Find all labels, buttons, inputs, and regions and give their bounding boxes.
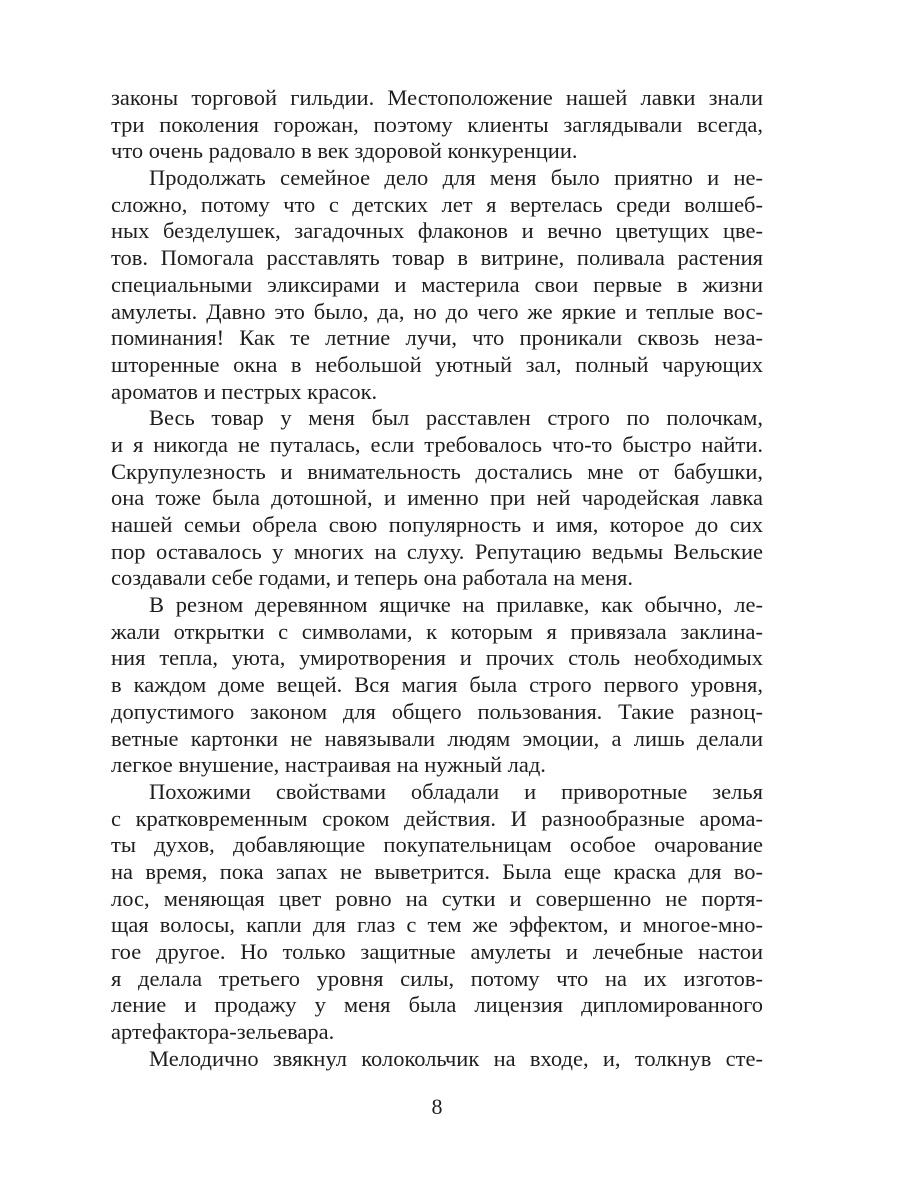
text-line: она тоже была дотошной, и именно при ней чародейская лавка (111, 485, 763, 511)
text-line: гое другое. Но только защитные амулеты и лечебные настои (111, 939, 763, 964)
text-line: в каждом доме вещей. Вся магия была строго первого уровня, (111, 672, 763, 698)
text-line: тов. Помогала расставлять товар в витрине, поливала растения (111, 245, 763, 271)
text-line: легкое внушение, настраивая на нужный лад. (111, 752, 546, 778)
paragraph-2 (111, 165, 763, 405)
text-line: ароматов и пестрых красок. (111, 378, 378, 404)
text-line: жали открытки с символами, к которым я привязала заклина- (111, 618, 763, 644)
text-line: сложно, потому что с детских лет я вертелась среди волшеб- (111, 191, 763, 217)
text-line: В резном деревянном ящичке на прилавке, как обычно, ле- (149, 592, 763, 618)
text-line: шторенные окна в небольшой уютный зал, полный чарующих (111, 351, 763, 377)
text-line: специальными эликсирами и мастерила свои первые в жизни (111, 271, 763, 297)
text-line: Похожими свойствами обладали и приворотные зелья (149, 778, 763, 804)
text-line: ление и продажу у меня была лицензия дипломированного (111, 992, 763, 1018)
text-line: законы торговой гильдии. Местоположение нашей лавки знали (111, 85, 763, 110)
paragraph-6 (111, 1046, 763, 1073)
text-line: допустимого законом для общего пользования. Такие разноц- (111, 698, 763, 724)
text-line: амулеты. Давно это было, да, но до чего же яркие и теплые вос- (111, 298, 763, 324)
text-line: ных безделушек, загадочных флаконов и вечно цветущих цве- (111, 218, 763, 244)
text-line: лос, меняющая цвет ровно на сутки и совершенно не портя- (111, 885, 763, 911)
paragraph-3 (111, 405, 763, 592)
text-line: ния тепла, уюта, умиротворения и прочих столь необходимых (111, 645, 763, 671)
text-line: ты духов, добавляющие покупательницам особое очарование (111, 832, 763, 858)
paragraph-4 (111, 592, 763, 779)
text-line: с кратковременным сроком действия. И разнообразные арома- (111, 805, 763, 831)
text-line: Весь товар у меня был расставлен строго по полочкам, (149, 405, 763, 431)
text-line: и я никогда не путалась, если требовалось что-то быстро найти. (111, 431, 763, 457)
text-line: щая волосы, капли для глаз с тем же эффектом, и многое-мно- (111, 912, 763, 938)
text-line: Мелодично звякнул колокольчик на входе, и, толкнув сте- (149, 1045, 763, 1071)
paragraph-1 (111, 85, 763, 165)
text-line: ветные картонки не навязывали людям эмоции, а лишь делали (111, 725, 763, 751)
text-line: поминания! Как те летние лучи, что проникали сквозь неза- (111, 325, 763, 351)
text-line: пор оставалось у многих на слуху. Репутацию ведьмы Вельские (111, 538, 763, 564)
text-line: я делала третьего уровня силы, потому что на их изготов- (111, 965, 763, 991)
text-line: Скрупулезность и внимательность достались мне от бабушки, (111, 458, 763, 484)
body-text (111, 85, 763, 1072)
text-line: на время, пока запах не выветрится. Была еще краска для во- (111, 858, 763, 884)
text-line: артефактора-зельевара. (111, 1019, 335, 1045)
text-line: создавали себе годами, и теперь она работала на меня. (111, 565, 634, 591)
paragraph-5 (111, 779, 763, 1046)
text-line: нашей семьи обрела свою популярность и имя, которое до сих (111, 512, 763, 537)
text-line: Продолжать семейное дело для меня было приятно и не- (149, 165, 763, 191)
text-line: три поколения горожан, поэтому клиенты заглядывали всегда, (111, 111, 763, 137)
page-number: 8 (431, 1094, 443, 1119)
text-line: что очень радовало в век здоровой конкуренции. (111, 138, 578, 164)
